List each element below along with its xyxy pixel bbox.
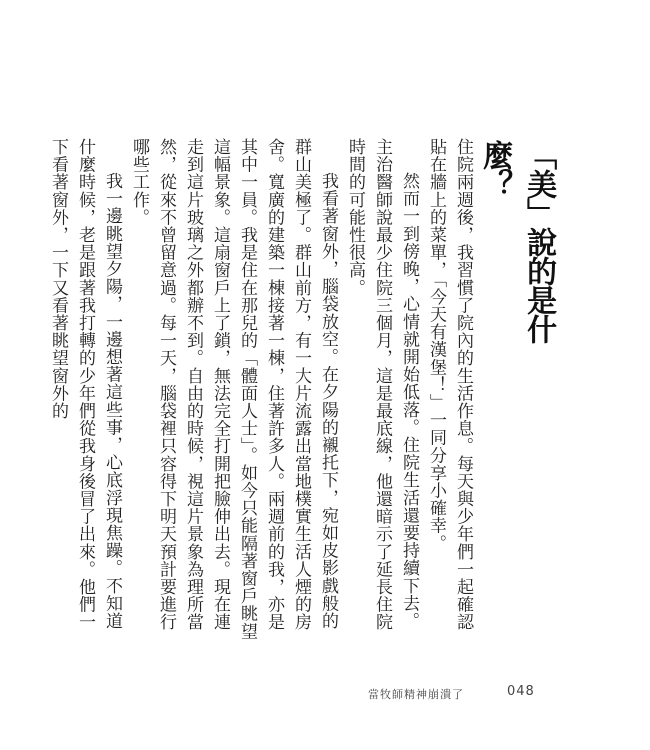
page-number: 048 (507, 684, 535, 699)
body-text (48, 138, 476, 643)
paragraph: 我一邊眺望夕陽，一邊想著這些事，心底浮現焦躁。不知道什麼時候，老是跟著我打轉的少年們從我身後冒了出來。他們一下看著窗外，一下又看著眺望窗外的 (48, 138, 122, 631)
paragraph: 我看著窗外，腦袋放空。在夕陽的襯托下，宛如皮影戲般的群山美極了。群山前方，有一大片流露出當地樸實生活人煙的房舍。寬廣的建築一棟接著一棟，住著許多人。兩週前的我，亦是其中一員。我是住在那兒的「體面人士」。如今只能隔著窗戶眺望這幅景象。這扇窗戶上了鎖，無法完全打開把臉伸出去。現在連走到這片玻璃之外都辦不到。自由的時候，視這片景象為理所當然，從來不曾留意過。每一天，腦袋裡只容得下明天預計要進行哪些工作。 (129, 138, 338, 640)
paragraph: 住院兩週後，我習慣了院內的生活作息。每天與少年們一起確認貼在牆上的菜單，「今天有漢堡！」一同分享小確幸。 (426, 138, 473, 631)
footer-book-title: 當牧師精神崩潰了 (368, 688, 464, 701)
paragraph: 然而一到傍晚，心情就開始低落。住院生活還要持續下去。主治醫師說最少住院三個月，這是最底線，他還暗示了延長住院時間的可能性很高。 (345, 138, 419, 631)
chapter-title: 「美」說的是什麼？ (477, 140, 557, 343)
